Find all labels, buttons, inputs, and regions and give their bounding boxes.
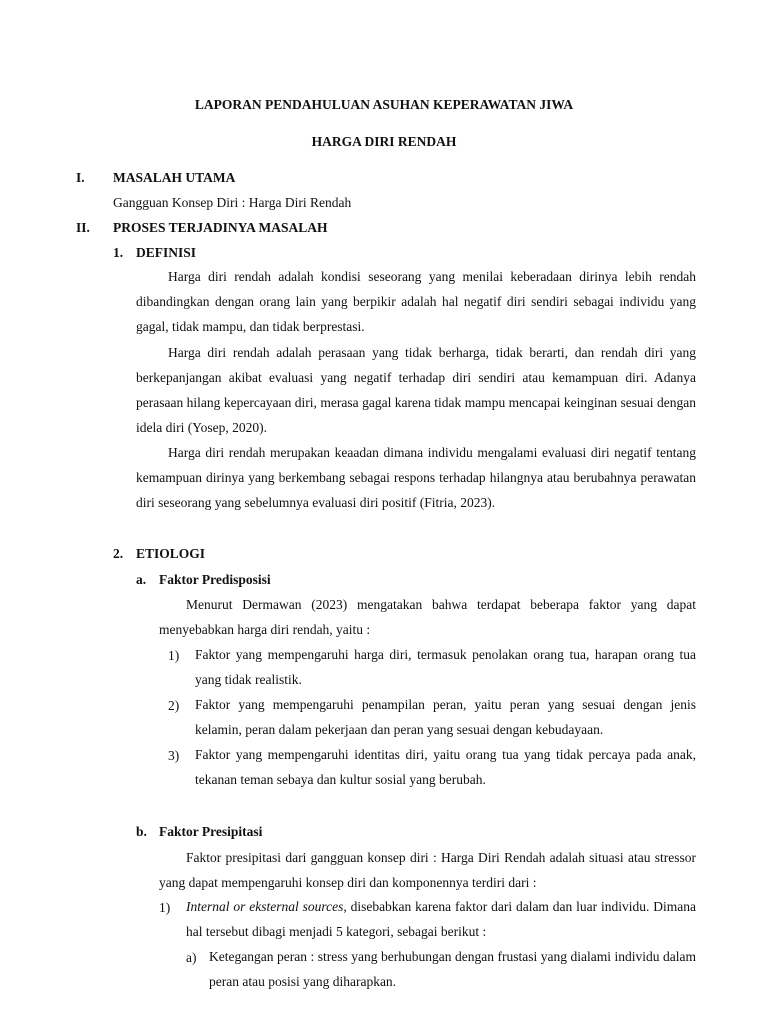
etiologi-heading: ETIOLOGI: [136, 546, 206, 561]
presipitasi-label: b.: [136, 824, 147, 839]
etiologi-number: 2.: [113, 546, 124, 561]
section-2-title: PROSES TERJADINYA MASALAH: [113, 220, 328, 235]
definisi-paragraph-2: Harga diri rendah adalah perasaan yang tidak berharga, tidak berarti, dan rendah diri yang berkepanjangan akibat evaluasi yang negatif terhadap diri sendiri atau kemampuan diri. Adanya perasaan hilang kepercayaan diri, merasa gagal karena tidak mampu mencapai keinginan sesuai dengan idela diri (Yosep, 2020).: [136, 345, 696, 435]
definisi-number: 1.: [113, 245, 124, 260]
predisposisi-intro: Menurut Dermawan (2023) mengatakan bahwa terdapat beberapa faktor yang dapat menyebabkan harga diri rendah, yaitu :: [159, 597, 696, 637]
definisi-paragraph-3: Harga diri rendah merupakan keaadan dimana individu mengalami evaluasi diri negatif tentang kemampuan dirinya yang berkembang sebagai respons terhadap hilangnya atau berubahnya perawatan diri seseorang yang sebelumnya evaluasi diri positif (Fitria, 2023).: [136, 445, 696, 510]
presipitasi-heading: Faktor Presipitasi: [159, 824, 263, 839]
section-1-content: Gangguan Konsep Diri : Harga Diri Rendah: [113, 195, 352, 210]
predisposisi-item-2-number: 2): [168, 698, 180, 713]
predisposisi-item-3-number: 3): [168, 748, 180, 763]
presipitasi-sub-a-number: a): [186, 950, 197, 965]
presipitasi-sub-a: Ketegangan peran : stress yang berhubungan dengan frustasi yang dialami individu dalam peran atau posisi yang diharapkan.: [209, 949, 696, 989]
predisposisi-heading: Faktor Predisposisi: [159, 572, 271, 587]
section-1-number: I.: [76, 170, 85, 185]
document-title: LAPORAN PENDAHULUAN ASUHAN KEPERAWATAN JIWA: [194, 97, 574, 112]
presipitasi-item-1: [186, 894, 696, 944]
section-2-number: II.: [76, 220, 90, 235]
definisi-heading: DEFINISI: [136, 245, 197, 260]
definisi-paragraph-1: Harga diri rendah adalah kondisi seseorang yang menilai keberadaan dirinya lebih rendah dibandingkan dengan orang lain yang berpikir adalah hal negatif diri sendiri sebagai individu yang gagal, tidak mampu, dan tidak berprestasi.: [136, 269, 696, 334]
section-1-title: MASALAH UTAMA: [113, 170, 236, 185]
document-subtitle: HARGA DIRI RENDAH: [311, 134, 457, 149]
presipitasi-intro: Faktor presipitasi dari gangguan konsep diri : Harga Diri Rendah adalah situasi atau stressor yang dapat mempengaruhi konsep diri dan komponennya terdiri dari :: [159, 850, 696, 890]
predisposisi-item-2: Faktor yang mempengaruhi penampilan peran, yaitu peran yang sesuai dengan jenis kelamin, peran dalam pekerjaan dan peran yang sesuai dengan kebudayaan.: [195, 697, 696, 737]
presipitasi-item-1-text: , disebabkan karena faktor dari dalam dan luar individu. Dimana hal tersebut dibagi menjadi 5 kategori, sebagai berikut :: [186, 899, 696, 939]
presipitasi-item-1-italic: Internal or eksternal sources: [186, 899, 344, 914]
presipitasi-item-1-number: 1): [159, 900, 171, 915]
predisposisi-label: a.: [136, 572, 147, 587]
predisposisi-item-1-number: 1): [168, 648, 180, 663]
predisposisi-item-3: Faktor yang mempengaruhi identitas diri, yaitu orang tua yang tidak percaya pada anak, tekanan teman sebaya dan kultur sosial yang berubah.: [195, 747, 696, 787]
predisposisi-item-1: Faktor yang mempengaruhi harga diri, termasuk penolakan orang tua, harapan orang tua yang tidak realistik.: [195, 647, 696, 687]
